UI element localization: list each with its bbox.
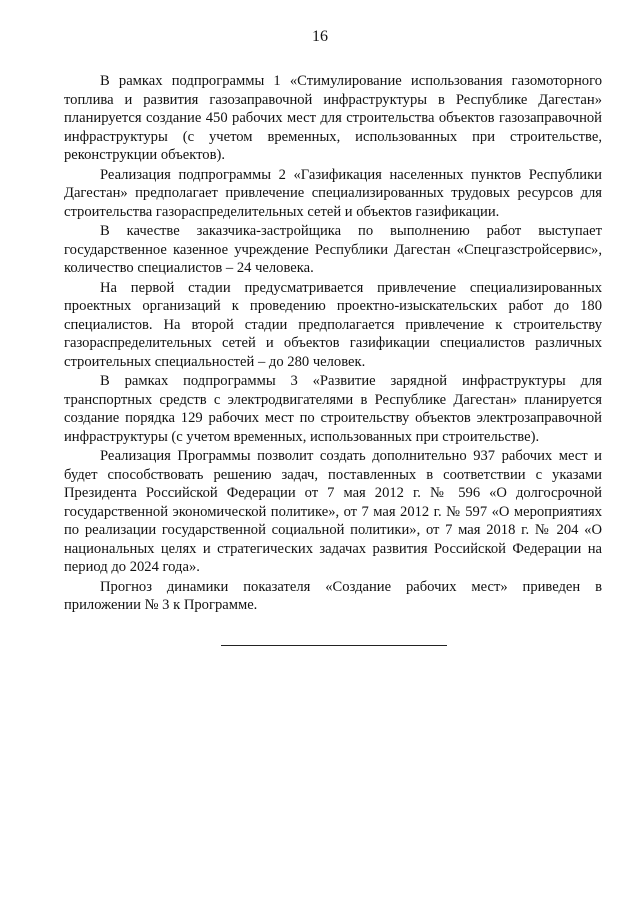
paragraph-forecast: Прогноз динамики показателя «Создание рабочих мест» приведен в приложении № 3 к Программе.	[64, 578, 602, 613]
document-body	[64, 72, 602, 616]
paragraph-subprogram-1: В рамках подпрограммы 1 «Стимулирование использования газомоторного топлива и развития газозаправочной инфраструктуры в Республике Дагестан» планируется создание 450 рабочих мест для строительства объектов газозаправочной инфраструктуры (с учетом временных, использованных при строительстве, реконструкции объектов).	[64, 73, 602, 163]
page-number: 16	[312, 28, 328, 45]
paragraph-stages: На первой стадии предусматривается привлечение специализированных проектных организаций к проведению проектно-изыскательских работ до 180 специалистов. На второй стадии предполагается привлечение к строительству газораспределительных сетей и объектов газификации специалистов различных строительных специальностей – до 280 человек.	[64, 279, 602, 370]
paragraph-customer-developer: В качестве заказчика-застройщика по выполнению работ выступает государственное казенное учреждение Республики Дагестан «Спецгазстройсервис», количество специалистов – 24 человека.	[64, 223, 602, 276]
paragraph-program-implementation: Реализация Программы позволит создать дополнительно 937 рабочих мест и будет способствовать решению задач, поставленных в соответствии с указами Президента Российской Федерации от 7 мая 2012 г. № 596 «О долгосрочной государственной экономической политике», от 7 мая 2012 г. № 597 «О мероприятиях по реализации государственной социальной политики», от 7 мая 2018 г. № 204 «О национальных целях и стратегических задачах развития Российской Федерации на период до 2024 года».	[64, 448, 602, 575]
separator-line	[221, 645, 447, 646]
paragraph-subprogram-2: Реализация подпрограммы 2 «Газификация населенных пунктов Республики Дагестан» предполагает привлечение специализированных трудовых ресурсов для строительства газораспределительных сетей и объектов газификации.	[64, 166, 602, 220]
paragraph-subprogram-3: В рамках подпрограммы 3 «Развитие зарядной инфраструктуры для транспортных средств с электродвигателями в Республике Дагестан» планируется создание порядка 129 рабочих мест по строительству объектов электрозаправочной инфраструктуры (с учетом временных, использованных при строительстве).	[64, 373, 602, 445]
